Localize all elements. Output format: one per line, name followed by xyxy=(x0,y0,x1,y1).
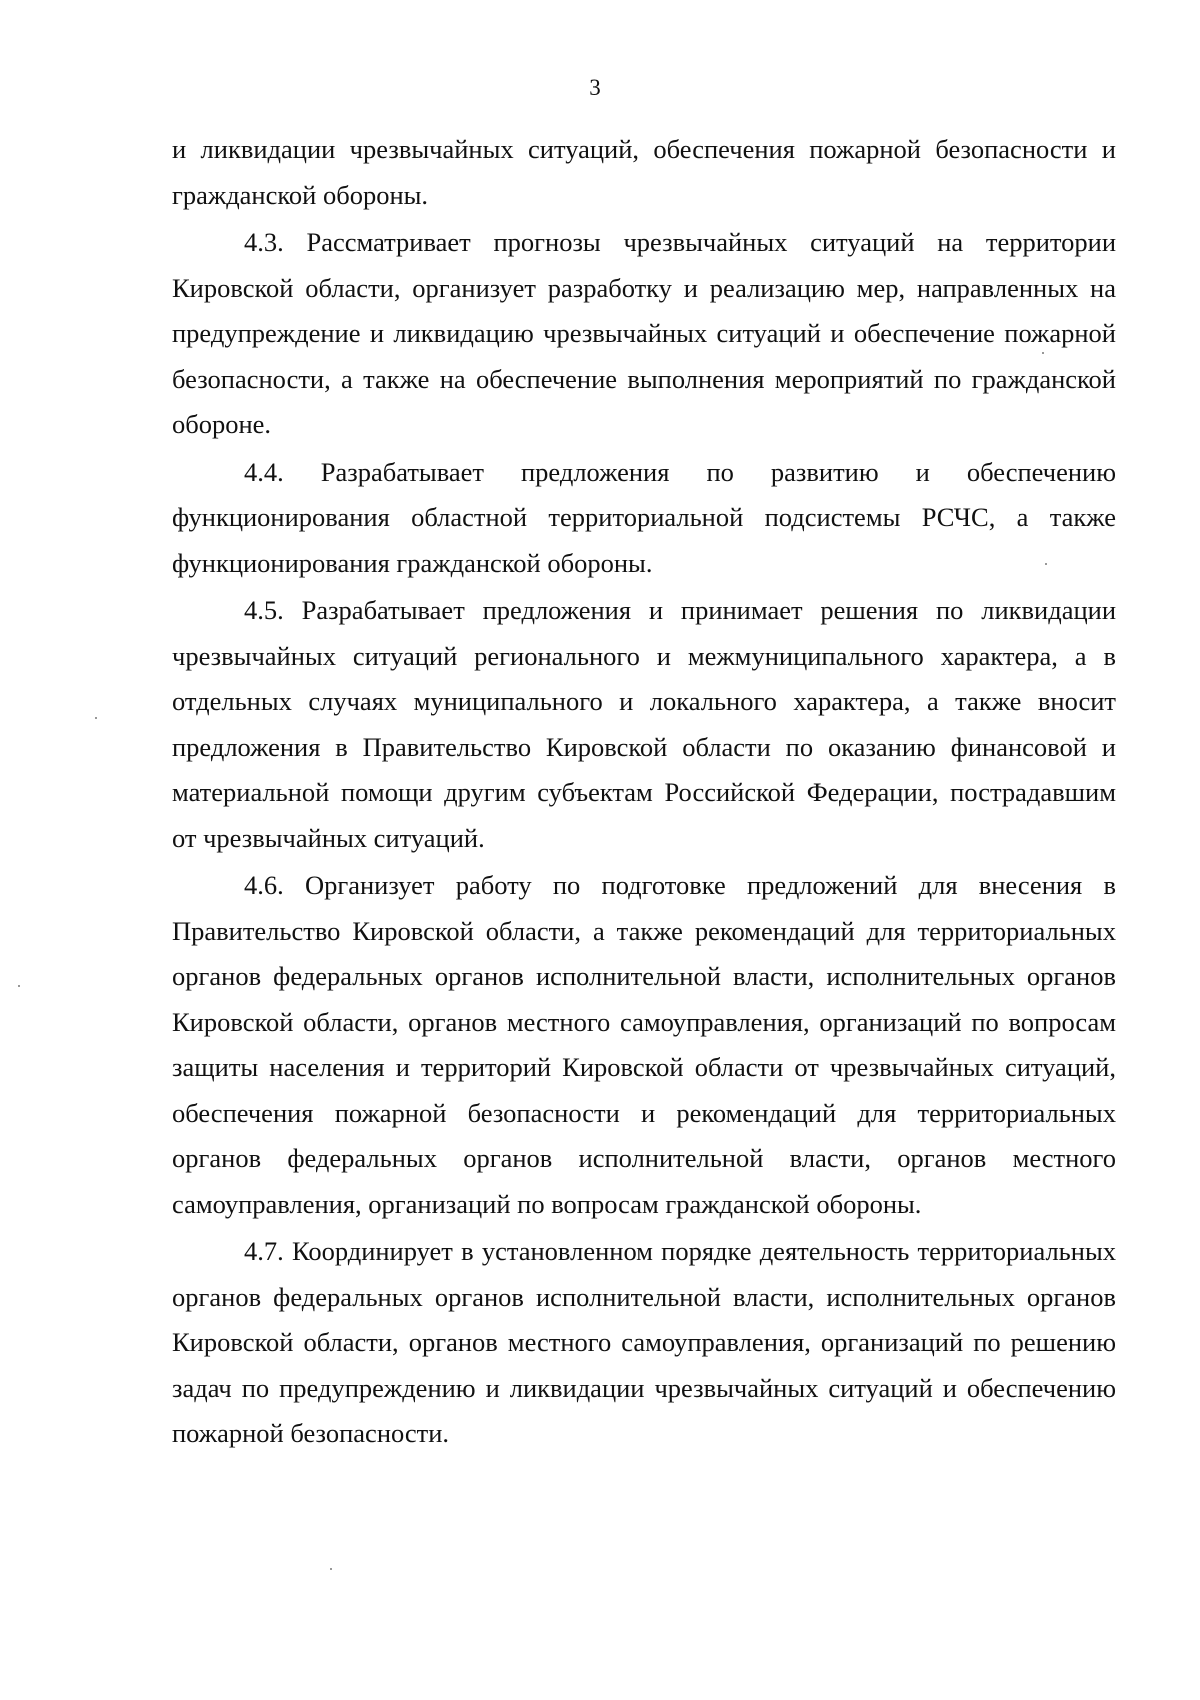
page-number: 3 xyxy=(589,75,601,100)
scan-speck xyxy=(1045,563,1047,565)
scan-speck xyxy=(1042,352,1044,354)
paragraph-4-6: 4.6. Организует работу по подготовке предложений для внесения в Правительство Кировской области, а также рекомендаций для территориальных органов федеральных органов исполнительной власти, исполнительных органов Кировской области, органов местного самоуправления, организаций по вопросам защиты населения и территорий Кировской области от чрезвычайных ситуаций, обеспечения пожарной безопасности и рекомендаций для территориальных органов федеральных органов исполнительной власти, органов местного самоуправления, организаций по вопросам гражданской обороны. xyxy=(172,870,1116,1219)
paragraph-4-5: 4.5. Разрабатывает предложения и принимает решения по ликвидации чрезвычайных ситуаций регионального и межмуниципального характера, а в отдельных случаях муниципального и локального характера, а также вносит предложения в Правительство Кировской области по оказанию финансовой и материальной помощи другим субъектам Российской Федерации, пострадавшим от чрезвычайных ситуаций. xyxy=(172,595,1116,853)
paragraph-4-4: 4.4. Разрабатывает предложения по развитию и обеспечению функционирования областной территориальной подсистемы РСЧС, а также функционирования гражданской обороны. xyxy=(172,456,1116,578)
document-body xyxy=(172,127,1116,1457)
scan-speck xyxy=(330,1568,332,1570)
paragraph-4-3: 4.3. Рассматривает прогнозы чрезвычайных ситуаций на территории Кировской области, организует разработку и реализацию мер, направленных на предупреждение и ликвидацию чрезвычайных ситуаций и обеспечение пожарной безопасности, а также на обеспечение выполнения мероприятий по гражданской обороне. xyxy=(172,227,1116,439)
scan-speck xyxy=(18,985,20,987)
scan-speck xyxy=(95,717,97,719)
paragraph-continuation: и ликвидации чрезвычайных ситуаций, обеспечения пожарной безопасности и гражданской обороны. xyxy=(172,134,1116,210)
paragraph-4-7: 4.7. Координирует в установленном порядке деятельность территориальных органов федеральных органов исполнительной власти, исполнительных органов Кировской области, органов местного самоуправления, организаций по решению задач по предупреждению и ликвидации чрезвычайных ситуаций и обеспечению пожарной безопасности. xyxy=(172,1236,1116,1448)
